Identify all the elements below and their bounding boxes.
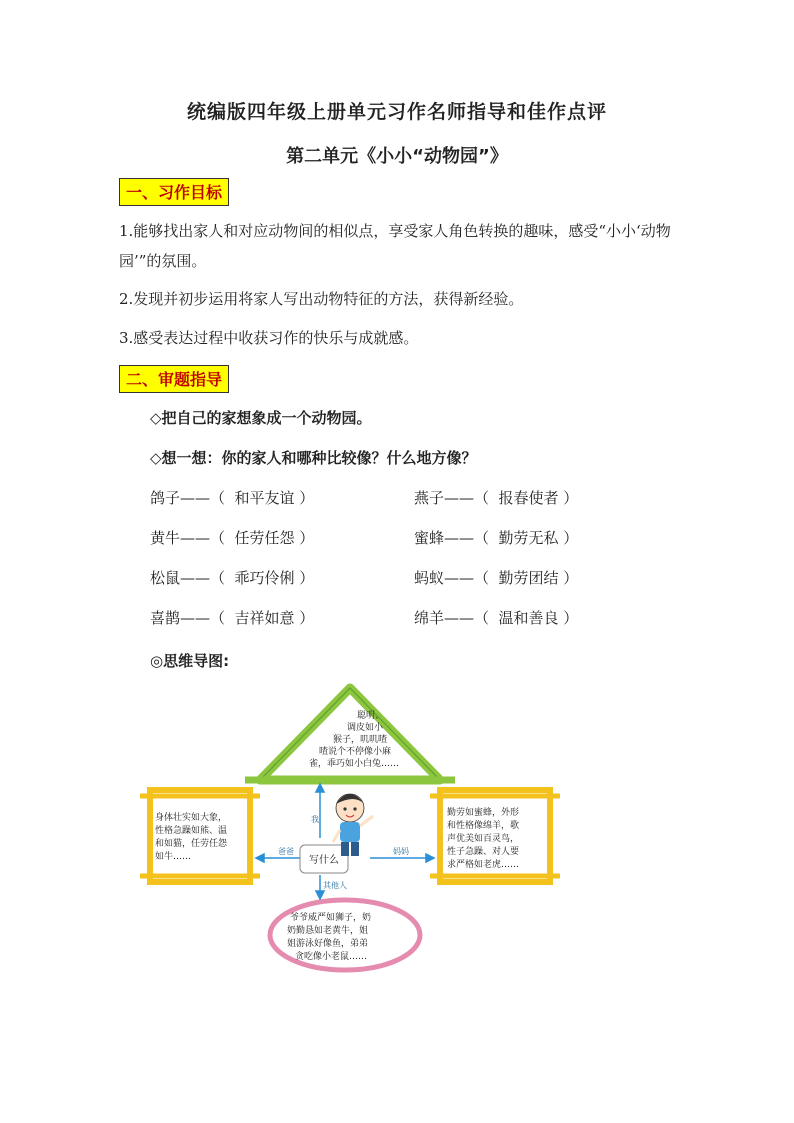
top-text-5: 雀，乖巧如小白兔……	[309, 759, 400, 769]
left-frame	[140, 790, 260, 882]
goal-2: 2.发现并初步运用将家人写出动物特征的方法，获得新经验。	[119, 290, 524, 308]
arrow-label-others: 其他人	[323, 881, 347, 890]
arrow-label-dad: 爸爸	[278, 847, 294, 856]
goal-3: 3.感受表达过程中收获习作的快乐与成就感。	[119, 329, 419, 347]
top-text-4: 喳说个不停像小麻	[319, 747, 392, 757]
arrow-label-me: 我	[311, 815, 319, 824]
top-text-2: 调皮如小	[347, 723, 384, 733]
section-heading-goals: 一、习作目标	[119, 178, 229, 206]
pair-right-2: 蜜蜂——（ 勤劳无私 ）	[414, 529, 579, 547]
guide-line-1: ◇把自己的家想象成一个动物园。	[150, 409, 372, 427]
pair-right-1: 燕子——（ 报春使者 ）	[414, 489, 579, 507]
bottom-text-1: 爷爷威严如狮子，奶	[290, 913, 372, 923]
mindmap-label: ◎思维导图:	[150, 652, 230, 670]
right-text-3: 声优美如百灵鸟，	[447, 834, 520, 844]
goal-1: 1.能够找出家人和对应动物间的相似点，享受家人角色转换的趣味，感受“小小‘动物园’”的氛围。	[119, 222, 671, 270]
page-subtitle: 第二单元《小小“动物园”》	[286, 146, 508, 167]
right-text-1: 勤劳如蜜蜂，外形	[447, 808, 520, 818]
section-heading-guide: 二、审题指导	[119, 365, 229, 393]
right-text-5: 求严格如老虎……	[447, 860, 520, 870]
right-text-2: 和性格像绵羊，歌	[447, 821, 520, 831]
pair-right-4: 绵羊——（ 温和善良 ）	[414, 609, 579, 627]
arrow-label-mom: 妈妈	[393, 847, 409, 856]
left-text-1: 身体壮实如大象，	[155, 813, 228, 823]
pair-left-1: 鸽子——（ 和平友谊 ）	[150, 489, 315, 507]
bottom-text-4: 贪吃像小老鼠……	[295, 952, 368, 962]
pair-left-4: 喜鹊——（ 吉祥如意 ）	[150, 609, 315, 627]
mind-map	[135, 680, 585, 980]
guide-line-2: ◇想一想：你的家人和哪种比较像？什么地方像？	[150, 449, 477, 467]
right-text-4: 性子急躁、对人要	[447, 847, 520, 857]
page-title: 统编版四年级上册单元习作名师指导和佳作点评	[186, 101, 607, 123]
bottom-text-2: 奶勤恳如老黄牛，姐	[287, 926, 369, 936]
left-text-3: 和如猫，任劳任怨	[155, 839, 228, 849]
top-text-3: 猴子，叽叽喳	[333, 735, 388, 745]
pair-left-3: 松鼠——（ 乖巧伶俐 ）	[150, 569, 315, 587]
bottom-text-3: 姐游泳好像鱼，弟弟	[287, 939, 369, 949]
center-label: 写什么	[309, 855, 339, 866]
pair-right-3: 蚂蚁——（ 勤劳团结 ）	[414, 569, 579, 587]
pair-left-2: 黄牛——（ 任劳任怨 ）	[150, 529, 315, 547]
left-text-4: 如牛……	[155, 852, 192, 862]
top-text-1: 聪明、	[357, 711, 385, 721]
left-text-2: 性格急躁如熊、温	[155, 826, 228, 836]
